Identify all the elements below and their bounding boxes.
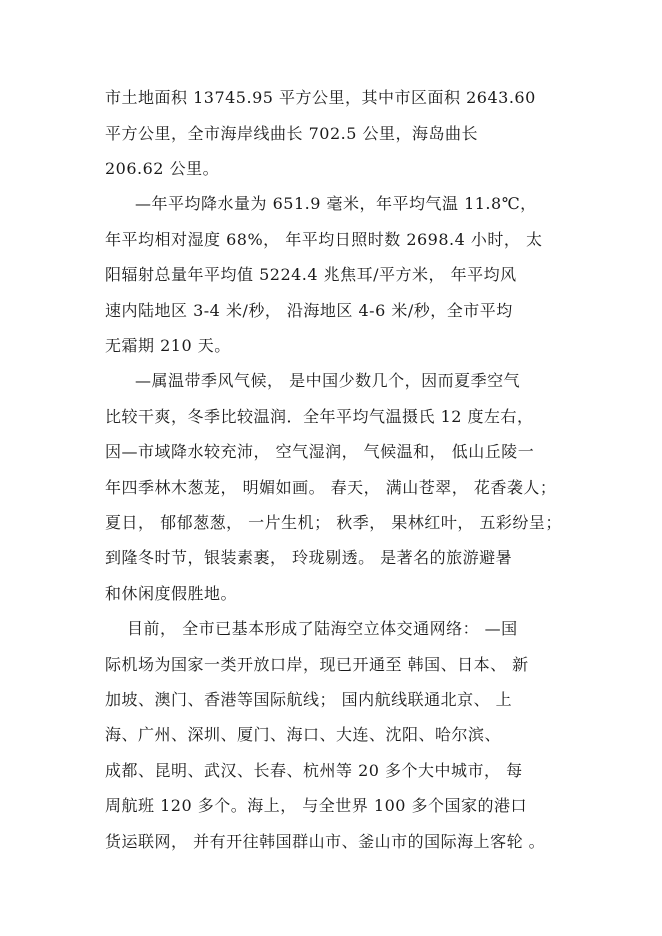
text-line: 货运联网， 并有开往韩国群山市、釜山市的国际海上客轮 。 [105, 832, 546, 851]
text-line: 海、广州、深圳、厦门、海口、大连、沈阳、哈尔滨、 [105, 725, 502, 744]
text-line: 206.62 公里。 [105, 159, 220, 178]
text-line: 市土地面积 13745.95 平方公里，其中市区面积 2643.60 [105, 88, 536, 107]
text-line: 加坡、澳门、香港等国际航线； 国内航线联通北京、 上 [105, 690, 513, 709]
text-line: 和休闲度假胜地。 [105, 584, 238, 603]
text-line: 因—市域降水较充沛， 空气湿润， 气候温和， 低山丘陵一 [105, 442, 535, 461]
text-line: —年平均降水量为 651.9 毫米，年平均气温 11.8℃， [135, 194, 537, 213]
text-line: 无霜期 210 天。 [105, 336, 231, 355]
text-line: 速内陆地区 3-4 米/秒， 沿海地区 4-6 米/秒，全市平均 [105, 301, 513, 320]
text-line: 目前， 全市已基本形成了陆海空立体交通网络： —国 [127, 619, 518, 638]
text-line: 成都、昆明、武汉、长春、杭州等 20 多个大中城市， 每 [105, 761, 523, 780]
text-line: 际机场为国家一类开放口岸，现已开通至 韩国、日本、 新 [105, 655, 529, 674]
text-line: 阳辐射总量年平均值 5224.4 兆焦耳/平方米， 年平均风 [105, 265, 517, 284]
text-line: 年四季林木葱茏， 明媚如画。 春天， 满山苍翠， 花香袭人； [105, 478, 557, 497]
text-line: 平方公里，全市海岸线曲长 702.5 公里，海岛曲长 [105, 124, 478, 143]
text-line: —属温带季风气候， 是中国少数几个，因而夏季空气 [135, 371, 521, 390]
text-line: 年平均相对湿度 68%， 年平均日照时数 2698.4 小时， 太 [105, 230, 543, 249]
text-line: 到隆冬时节，银装素裹， 玲珑剔透。 是著名的旅游避暑 [105, 548, 513, 567]
text-line: 周航班 120 多个。海上， 与全世界 100 多个国家的港口 [105, 796, 528, 815]
text-line: 比较干爽，冬季比较温润．全年平均气温摄氏 12 度左右， [105, 407, 534, 426]
text-line: 夏日， 郁郁葱葱， 一片生机； 秋季， 果林红叶， 五彩纷呈； [105, 513, 562, 532]
